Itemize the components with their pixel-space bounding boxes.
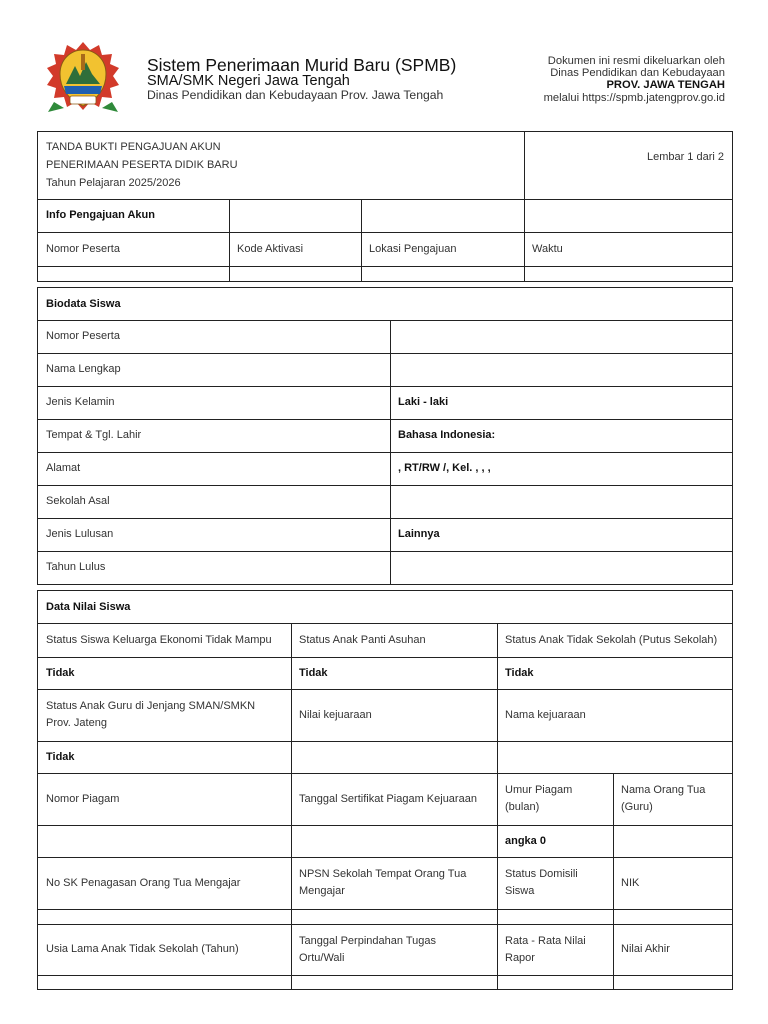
nilai-heading: Data Nilai Siswa [46, 600, 131, 613]
biodata-value-nama [390, 353, 734, 386]
biodata-value-lahir: Bahasa Indonesia: [398, 429, 496, 441]
header-department: Dinas Pendidikan dan Kebudayaan Prov. Jawa Tengah [147, 88, 444, 102]
akun-col-nomor: Nomor Peserta [46, 242, 120, 255]
nilai-r6-c4 [613, 825, 734, 857]
receipt-block [37, 131, 733, 282]
nilai-r6-c1 [38, 825, 291, 857]
nilai-r9-c2: Tanggal Perpindahan Tugas Ortu/Wali [299, 934, 436, 964]
nilai-r5-c1: Nomor Piagam [46, 792, 120, 805]
biodata-label-nama: Nama Lengkap [46, 363, 121, 375]
header-right-line2: Dinas Pendidikan dan Kebudayaan [550, 67, 725, 80]
nilai-r7-c3: Status Domisili Siswa [505, 868, 578, 897]
biodata-label-lulusan: Jenis Lulusan [46, 528, 114, 540]
header-right-line4: melalui https://spmb.jatengprov.go.id [543, 91, 725, 104]
akun-col-waktu: Waktu [532, 242, 563, 255]
biodata-label-lahir: Tempat & Tgl. Lahir [46, 429, 142, 441]
nilai-r6-c3: angka 0 [505, 834, 546, 847]
nilai-r3-c3: Nama kejuaraan [505, 708, 586, 721]
sheet-number: Lembar 1 dari 2 [646, 151, 724, 163]
biodata-value-tahun [390, 551, 734, 584]
akun-col-lokasi: Lokasi Pengajuan [369, 242, 457, 255]
header-subtitle: SMA/SMK Negeri Jawa Tengah [147, 73, 350, 89]
biodata-value-nomor [390, 320, 734, 353]
nilai-r5-c2: Tanggal Sertifikat Piagam Kejuaraan [299, 792, 477, 805]
akun-col-kode: Kode Aktivasi [237, 242, 304, 255]
biodata-value-kelamin: Laki - laki [398, 396, 449, 408]
nilai-r4-c1: Tidak [46, 750, 75, 763]
biodata-label-sekolah: Sekolah Asal [46, 495, 110, 507]
nilai-r9-c4: Nilai Akhir [621, 943, 670, 955]
nilai-r7-c4: NIK [621, 876, 640, 889]
akun-heading: Info Pengajuan Akun [46, 209, 155, 221]
nilai-r3-c2: Nilai kejuaraan [299, 708, 372, 721]
nilai-r4-c2 [291, 741, 497, 773]
nilai-r5-c3: Umur Piagam (bulan) [505, 784, 573, 813]
header-right-line1: Dokumen ini resmi dikeluarkan oleh [547, 55, 725, 67]
header-title: Sistem Penerimaan Murid Baru (SPMB) [147, 55, 457, 75]
nilai-r2-c2: Tidak [299, 666, 328, 679]
nilai-r9-c1: Usia Lama Anak Tidak Sekolah (Tahun) [46, 943, 239, 955]
nilai-r7-c2: NPSN Sekolah Tempat Orang Tua Mengajar [299, 868, 467, 897]
receipt-line2: PENERIMAAN PESERTA DIDIK BARU [46, 159, 238, 171]
header-right-line3: PROV. JAWA TENGAH [606, 79, 725, 92]
nilai-r1-c1: Status Siswa Keluarga Ekonomi Tidak Mampu [46, 633, 272, 646]
nilai-r3-c1: Status Anak Guru di Jenjang SMAN/SMKN Prov. Jateng [46, 700, 256, 729]
biodata-label-tahun: Tahun Lulus [46, 561, 106, 573]
receipt-line3: Tahun Pelajaran 2025/2026 [46, 177, 181, 189]
nilai-r4-c3 [497, 741, 734, 773]
receipt-line1: TANDA BUKTI PENGAJUAN AKUN [46, 141, 221, 153]
biodata-label-kelamin: Jenis Kelamin [46, 396, 115, 408]
nilai-r5-c4: Nama Orang Tua (Guru) [621, 784, 706, 813]
nilai-r1-c2: Status Anak Panti Asuhan [299, 633, 426, 646]
nilai-r1-c3: Status Anak Tidak Sekolah (Putus Sekolah) [505, 633, 718, 646]
jateng-emblem-logo [44, 40, 122, 118]
nilai-block [37, 590, 733, 990]
nilai-r7-c1: No SK Penagasan Orang Tua Mengajar [46, 876, 241, 889]
biodata-value-sekolah [390, 485, 734, 518]
nilai-r6-c2 [291, 825, 497, 857]
biodata-value-lulusan: Lainnya [398, 528, 440, 540]
biodata-label-nomor: Nomor Peserta [46, 330, 120, 342]
nilai-r2-c3: Tidak [505, 666, 534, 679]
biodata-value-alamat: , RT/RW /, Kel. , , , [398, 462, 491, 474]
biodata-heading: Biodata Siswa [46, 297, 121, 310]
biodata-label-alamat: Alamat [46, 462, 81, 474]
nilai-r9-c3: Rata - Rata Nilai Rapor [505, 934, 586, 964]
biodata-block [37, 287, 733, 585]
nilai-r2-c1: Tidak [46, 666, 75, 679]
header-right-note [544, 55, 725, 104]
